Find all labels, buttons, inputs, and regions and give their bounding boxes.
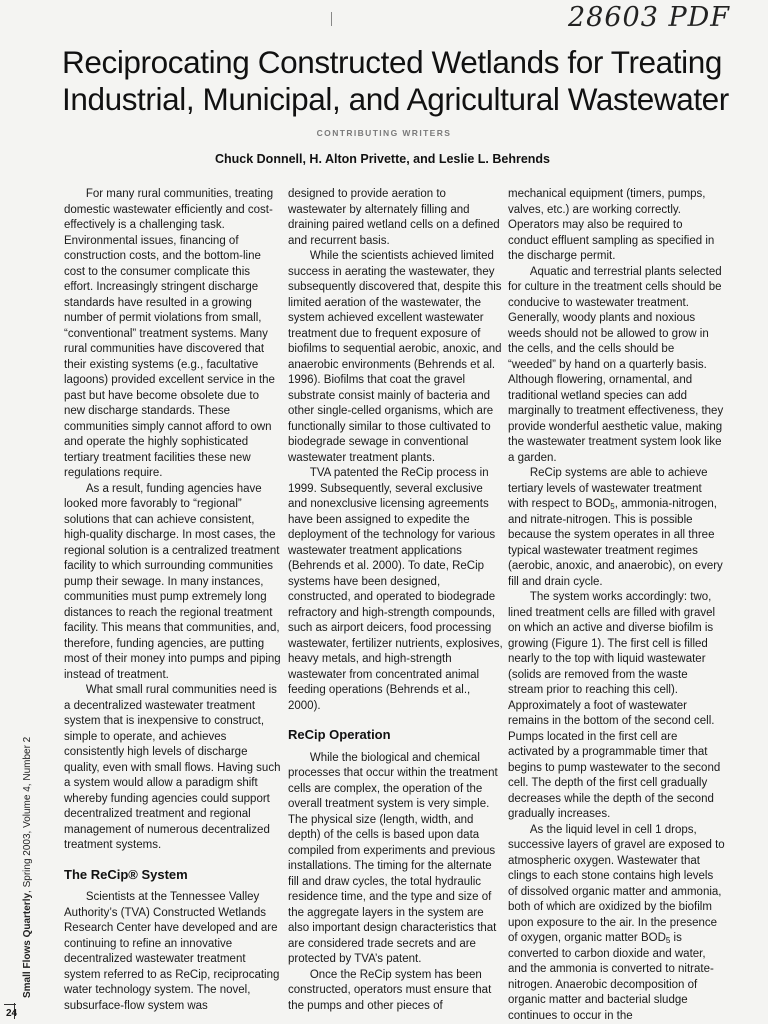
- journal-reference-text: [22, 737, 33, 998]
- contributing-writers-label: CONTRIBUTING WRITERS: [316, 128, 452, 138]
- paragraph: While the scientists achieved limited success in aerating the wastewater, they subsequently discovered that, despite this limited aeration of the wastewater, the system achieved excellent wastewater treatment due to frequent exposure of biofilms to sequential aerobic, anoxic, and anaerobic environments (Behrends et al. 1996). Biofilms that coat the gravel substrate consist mainly of bacteria and other single-celled organisms, which are functionally similar to those cultivated to biodegrade sewage in conventional wastewater treatment plants.: [288, 250, 502, 464]
- page-number: 24: [6, 1008, 18, 1019]
- text-run: As the liquid level in cell 1 drops, successive layers of gravel are exposed to atmospheric oxygen. Wastewater that clings to each stone contains high levels of dissolved organic matter and ammonia, both of which are oxidized by the biofilm upon exposure to the air. In the presence of oxygen, organic matter BOD: [508, 823, 725, 944]
- scan-mark: [331, 12, 332, 26]
- text-run: is converted to carbon dioxide and water, and the ammonia is converted to nitrate-nitrogen. Anaerobic decomposition of organic matter and bacterial sludge continues to occur in the: [508, 932, 714, 1022]
- subscript: 5: [610, 502, 615, 511]
- paragraph: Once the ReCip system has been constructed, operators must ensure that the pumps and other pieces of: [288, 968, 492, 1012]
- text-run: ReCip systems are able to achieve tertiary levels of wastewater treatment with respect to BOD: [508, 467, 708, 510]
- text-column-3: [508, 187, 725, 1024]
- paragraph: TVA patented the ReCip process in 1999. Subsequently, several exclusive and nonexclusive licensing agreements have been assigned to expedite the deployment of the technology for various wastewater treatment applications (Behrends et al. 2000). To date, ReCip systems have been designed, constructed, and operated to biodegrade refractory and high-strength compounds, such as airport deicers, food processing wastewater, fertilizer nutrients, explosives, heavy metals, and high-strength wastewater from concentrated animal feeding operations (Behrends et al., 2000).: [288, 467, 503, 712]
- paragraph: designed to provide aeration to wastewater by alternately filling and draining paired wetland cells on a defined and recurrent basis.: [288, 188, 500, 247]
- paragraph: Aquatic and terrestrial plants selected for culture in the treatment cells should be conducive to wastewater treatment. Generally, woody plants and noxious weeds should not be allowed to grow in the cells, and the cells should be “weeded” by hand on a quarterly basis. Although flowering, ornamental, and traditional wetland species can add marginally to treatment effectiveness, they provide wonderful aesthetic value, making the wastewater treatment system look like a garden.: [508, 265, 724, 464]
- paragraph: Scientists at the Tennessee Valley Authority’s (TVA) Constructed Wetlands Research Center have developed and are continuing to refine an innovative decentralized wastewater treatment system referred to as ReCip, reciprocating water technology system. The novel, subsurface-flow system was: [64, 891, 280, 1012]
- author-byline: Chuck Donnell, H. Alton Privette, and Leslie L. Behrends: [214, 152, 550, 166]
- paragraph: While the biological and chemical processes that occur within the treatment cells are complex, the operation of the overall treatment system is very simple. The physical size (length, width, and depth) of the cells is based upon data compiled from experiments and previous installations. The timing for the alternate fill and draw cycles, the total hydraulic residence time, and the type and size of the aggregate layers in the system are also important design characteristics that are considered trade secrets and are protected by TVA’s patent.: [288, 751, 498, 965]
- article-title: [62, 44, 752, 118]
- title-line-1: Reciprocating Constructed Wetlands for Treating: [62, 44, 722, 80]
- subscript: 5: [665, 936, 671, 945]
- section-heading-recip-operation: ReCip Operation: [288, 727, 391, 742]
- paragraph: [508, 823, 725, 1024]
- paragraph: The system works accordingly: two, lined treatment cells are filled with gravel on which an active and diverse biofilm is growing (Figure 1). The first cell is filled nearly to the top with liquid wastewater (solids are removed from the waste stream prior to reaching this cell). Approximately a foot of wastewater remains in the bottom of the second cell. Pumps located in the first cell are activated by a programmable timer that begins to pump wastewater to the second cell. The depth of the first cell gradually decreases while the depth of the second gradually increases.: [508, 591, 721, 820]
- journal-name: Small Flows Quarterly: [22, 892, 33, 998]
- paragraph: As a result, funding agencies have looked more favorably to “regional” solutions that can achieve consistent, high-quality discharge. In most cases, the regional solution is a centralized treatment facility to which surrounding communities pump their sewage. In many instances, communities must pump extremely long distances to reach the regional treatment facility. This means that communities, and, therefore, funding agencies, are putting most of their money into pumps and piping instead of treatment.: [64, 482, 281, 681]
- handwritten-note: 28603 PDF: [568, 2, 731, 33]
- section-heading-recip-system: The ReCip® System: [64, 866, 188, 882]
- paragraph: What small rural communities need is a decentralized wastewater treatment system that is inexpensive to construct, simple to operate, and achieves consistently high levels of discharge quality, even with small flows. Having such a system would allow a paradigm shift whereby funding agencies could support decentralized treatment and regional management of numerous decentralized treatment systems.: [64, 684, 281, 851]
- paragraph: [508, 466, 725, 590]
- paragraph: For many rural communities, treating domestic wastewater efficiently and cost-effectively is a challenging task. Environmental issues, financing of construction costs, and the bottom-line cost to the consumer complicate this effort. Increasingly stringent discharge standards have resulted in a growing number of permit violations from small, “conventional” treatment systems. Many rural communities have discovered that their existing systems (e.g., facultative lagoons) provided excellent service in the past but have become obsolete due to new discharge standards. These communities simply cannot afford to own and operate the highly sophisticated tertiary treatment facilities these new regulations require.: [64, 188, 275, 479]
- paragraph: mechanical equipment (timers, pumps, valves, etc.) are working correctly. Operators may also be required to conduct effluent sampling as specified in the discharge permit.: [508, 188, 715, 262]
- text-column-1: [64, 187, 281, 1014]
- text-column-2: [288, 187, 505, 1014]
- journal-issue: , Spring 2003, Volume 4, Number 2: [22, 736, 33, 893]
- title-line-2: Industrial, Municipal, and Agricultural Wastewater: [62, 81, 729, 117]
- text-run: , ammonia-nitrogen, and nitrate-nitrogen. This is possible because the system operates in all three typical wastewater treatment regimes (aerobic, anoxic, and anaerobic), on every fill and drain cycle.: [508, 498, 723, 588]
